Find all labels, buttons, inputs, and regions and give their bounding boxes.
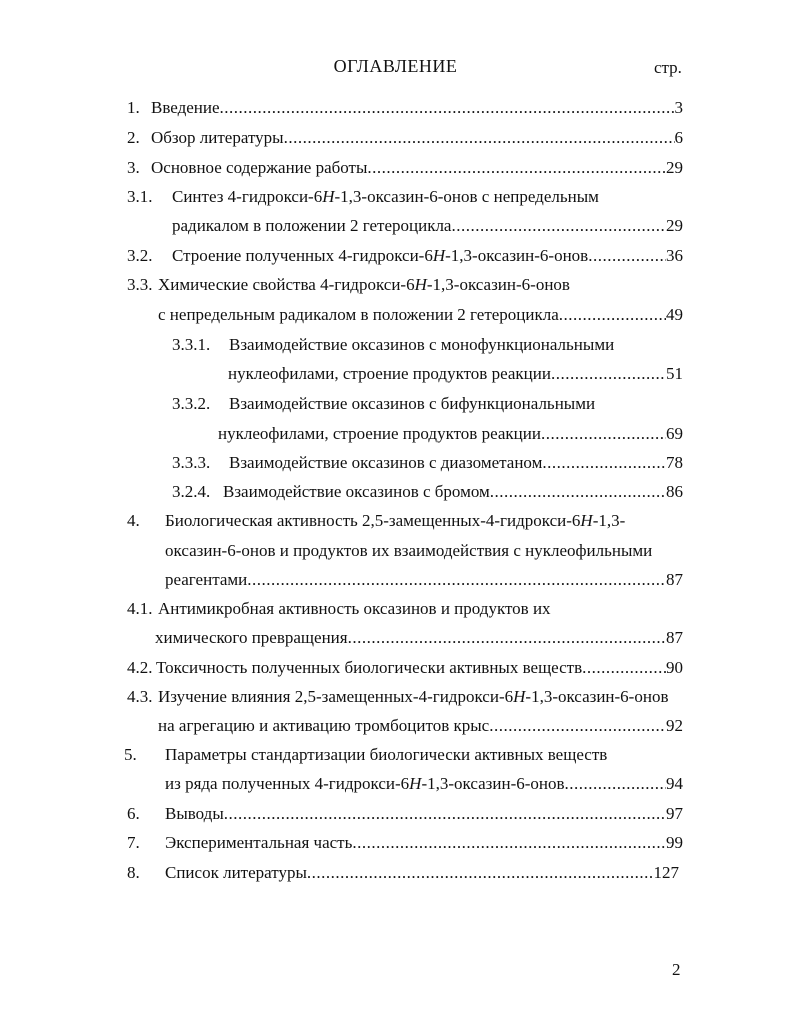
entry-number: 3.2. — [127, 246, 153, 265]
toc-entry-4-2 — [127, 657, 683, 679]
toc-entry-1 — [127, 97, 683, 119]
toc-entry-4-cont — [165, 540, 683, 562]
entry-number: 2. — [127, 128, 140, 147]
entry-page: 86 — [666, 482, 683, 501]
entry-page: 97 — [666, 804, 683, 823]
entry-title: Параметры стандартизации биологически активных веществ — [165, 745, 608, 764]
entry-title-continued: реагентами — [165, 570, 248, 589]
toc-entry-3 — [127, 157, 683, 179]
toc-entry-6 — [127, 803, 683, 825]
dot-leader — [565, 773, 666, 795]
dot-leader — [542, 452, 666, 474]
dot-leader — [559, 304, 666, 326]
entry-page: 29 — [666, 158, 683, 177]
dot-leader — [348, 627, 666, 649]
entry-number: 7. — [127, 833, 140, 852]
entry-title: Введение — [151, 98, 220, 117]
entry-page: 49 — [666, 305, 683, 324]
entry-number: 3.3.3. — [172, 453, 211, 472]
toc-entry-3-2 — [127, 245, 683, 267]
entry-number: 4.1. — [127, 599, 153, 618]
entry-page: 90 — [666, 658, 683, 677]
dot-leader — [588, 245, 666, 267]
entry-title: Синтез 4-гидрокси-6H-1,3-оксазин-6-онов с непредельным — [172, 187, 599, 206]
entry-title: Обзор литературы — [151, 128, 284, 147]
entry-title: Строение полученных 4-гидрокси-6H-1,3-оксазин-6-онов — [172, 246, 589, 265]
entry-page: 36 — [666, 246, 683, 265]
toc-entry-4-3-cont — [158, 715, 683, 737]
entry-title-continued: на агрегацию и активацию тромбоцитов крыс — [158, 716, 490, 735]
dot-leader — [541, 423, 666, 445]
dot-leader — [284, 127, 675, 149]
entry-title-continued: нуклеофилами, строение продуктов реакции — [218, 424, 541, 443]
entry-title: Список литературы — [165, 863, 307, 882]
entry-title-continued: химического превращения — [155, 628, 348, 647]
entry-number: 4.3. — [127, 687, 153, 706]
entry-number: 4.2. — [127, 658, 153, 677]
toc-entry-4-cont2 — [165, 569, 683, 591]
entry-title: Экспериментальная часть — [165, 833, 353, 852]
dot-leader — [489, 715, 666, 737]
toc-entry-3-3-2 — [172, 393, 683, 415]
toc-entry-3-3-cont — [158, 304, 683, 326]
dot-leader — [367, 157, 666, 179]
toc-entry-8 — [127, 862, 679, 884]
toc-entry-4 — [127, 510, 683, 532]
toc-entry-4-1-cont — [155, 627, 683, 649]
entry-title: Взаимодействие оксазинов с диазометаном — [229, 453, 543, 472]
toc-entry-3-2-4 — [172, 481, 683, 503]
toc-entry-5 — [124, 744, 683, 766]
entry-page: 127 — [653, 863, 679, 882]
entry-page: 87 — [666, 628, 683, 647]
page-number: 2 — [672, 960, 681, 979]
entry-number: 3.2.4. — [172, 482, 211, 501]
entry-title: Токсичность полученных биологически активных веществ — [156, 658, 583, 677]
toc-entry-3-3-3 — [172, 452, 683, 474]
entry-page: 94 — [666, 774, 683, 793]
entry-page: 69 — [666, 424, 683, 443]
entry-page: 99 — [666, 833, 683, 852]
entry-page: 6 — [674, 128, 683, 147]
entry-title: Взаимодействие оксазинов с монофункциональными — [229, 335, 615, 354]
dot-leader — [307, 862, 654, 884]
entry-number: 3.3. — [127, 275, 153, 294]
entry-page: 29 — [666, 216, 683, 235]
entry-number: 5. — [124, 745, 137, 764]
entry-title: Химические свойства 4-гидрокси-6H-1,3-оксазин-6-онов — [158, 275, 570, 294]
entry-title: Антимикробная активность оксазинов и продуктов их — [158, 599, 551, 618]
entry-page: 78 — [666, 453, 683, 472]
dot-leader — [224, 803, 666, 825]
toc-entry-4-1 — [127, 598, 683, 620]
entry-title-continued: радикалом в положении 2 гетероцикла — [172, 216, 452, 235]
toc-entry-3-1-cont — [172, 215, 683, 237]
toc-entry-2 — [127, 127, 683, 149]
entry-number: 3.1. — [127, 187, 153, 206]
entry-number: 6. — [127, 804, 140, 823]
entry-page: 51 — [666, 364, 683, 383]
toc-entry-7 — [127, 832, 683, 854]
entry-title: Взаимодействие оксазинов с бромом — [223, 482, 490, 501]
dot-leader — [247, 569, 666, 591]
toc-entry-3-1 — [127, 186, 683, 208]
entry-title-continued: с непредельным радикалом в положении 2 гетероцикла — [158, 305, 559, 324]
dot-leader — [582, 657, 666, 679]
dot-leader — [551, 363, 666, 385]
dot-leader — [352, 832, 666, 854]
entry-title-continued: нуклеофилами, строение продуктов реакции — [228, 364, 551, 383]
entry-title: Изучение влияния 2,5-замещенных-4-гидрокси-6H-1,3-оксазин-6-онов — [158, 687, 669, 706]
entry-title: Биологическая активность 2,5-замещенных-4-гидрокси-6H-1,3- — [165, 511, 626, 530]
entry-number: 4. — [127, 511, 140, 530]
toc-entry-4-3 — [127, 686, 683, 708]
toc-entry-3-3-1 — [172, 334, 683, 356]
entry-page: 92 — [666, 716, 683, 735]
entry-number: 1. — [127, 98, 140, 117]
page-column-label: стр. — [654, 58, 682, 77]
toc-entry-3-3-2-cont — [218, 423, 683, 445]
dot-leader — [490, 481, 666, 503]
entry-page: 3 — [674, 98, 683, 117]
toc-entry-5-cont — [165, 773, 683, 795]
dot-leader — [451, 215, 666, 237]
dot-leader — [220, 97, 675, 119]
entry-title-continued: оксазин-6-онов и продуктов их взаимодействия с нуклеофильными — [165, 541, 653, 560]
entry-number: 8. — [127, 863, 140, 882]
entry-number: 3. — [127, 158, 140, 177]
entry-number: 3.3.2. — [172, 394, 211, 413]
toc-entry-3-3 — [127, 274, 683, 296]
page-title: ОГЛАВЛЕНИЕ — [333, 56, 458, 76]
entry-page: 87 — [666, 570, 683, 589]
entry-title-continued: из ряда полученных 4-гидрокси-6H-1,3-оксазин-6-онов — [165, 774, 565, 793]
toc-entry-3-3-1-cont — [228, 363, 683, 385]
entry-title: Выводы — [165, 804, 224, 823]
entry-number: 3.3.1. — [172, 335, 211, 354]
entry-title: Взаимодействие оксазинов с бифункциональными — [229, 394, 596, 413]
entry-title: Основное содержание работы — [151, 158, 368, 177]
